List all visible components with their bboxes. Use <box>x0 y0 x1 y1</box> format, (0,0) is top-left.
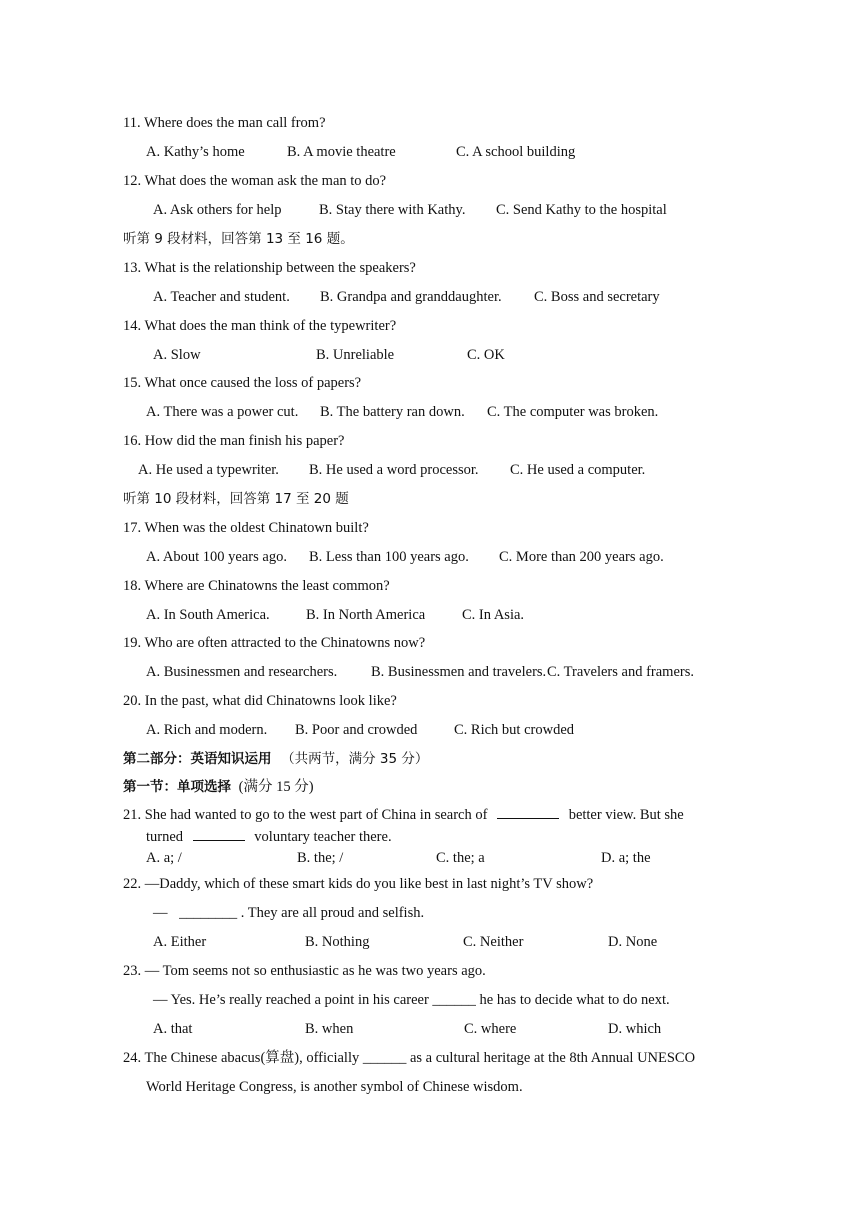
section-10-instruction: 听第 10 段材料，回答第 17 至 20 题 <box>123 491 349 507</box>
q17-option-a: A. About 100 years ago. <box>146 549 287 565</box>
q22-rest: . They are all proud and selfish. <box>240 905 425 921</box>
q13-option-c: C. Boss and secretary <box>534 289 660 305</box>
q23-option-d: D. which <box>608 1021 662 1037</box>
q12-stem: 12. What does the woman ask the man to do? <box>123 173 387 189</box>
q12-option-a: A. Ask others for help <box>153 202 282 218</box>
q16-option-a: A. He used a typewriter. <box>138 462 279 478</box>
q20-stem: 20. In the past, what did Chinatowns look like? <box>123 693 397 709</box>
q21-text-1: 21. She had wanted to go to the west part of China in search of <box>123 807 488 823</box>
section-1-title: 第一节：单项选择 <box>123 779 231 795</box>
q13-stem: 13. What is the relationship between the speakers? <box>123 260 416 276</box>
q17-option-c: C. More than 200 years ago. <box>499 549 664 565</box>
q19-option-c: C. Travelers and framers. <box>547 664 694 680</box>
q21-text-2: better view. But she <box>568 807 684 823</box>
q14-stem: 14. What does the man think of the typewriter? <box>123 318 397 334</box>
q21-text-3: turned <box>146 829 184 845</box>
q15-stem: 15. What once caused the loss of papers? <box>123 375 362 391</box>
q11-option-a: A. Kathy’s home <box>146 144 245 160</box>
q14-option-b: B. Unreliable <box>316 347 395 363</box>
q20-option-b: B. Poor and crowded <box>295 722 418 738</box>
q15-option-c: C. The computer was broken. <box>487 404 659 420</box>
q19-option-b: B. Businessmen and travelers. <box>371 664 547 680</box>
q22-blank: ________ <box>179 905 238 921</box>
q21-line-2 <box>146 826 392 846</box>
q13-option-b: B. Grandpa and granddaughter. <box>320 289 502 305</box>
q22-response <box>153 904 424 922</box>
q23-option-c: C. where <box>464 1021 517 1037</box>
q21-blank-1 <box>497 804 559 819</box>
q23-stem: 23. — Tom seems not so enthusiastic as he was two years ago. <box>123 963 486 979</box>
q23-response: — Yes. He’s really reached a point in his career ______ he has to decide what to do next. <box>153 992 670 1008</box>
q19-option-a: A. Businessmen and researchers. <box>146 664 338 680</box>
q22-option-a: A. Either <box>153 934 207 950</box>
q12-option-b: B. Stay there with Kathy. <box>319 202 466 218</box>
section-1-note: (满分 15 分) <box>238 779 314 795</box>
part-2-heading <box>123 750 428 768</box>
q15-option-a: A. There was a power cut. <box>146 404 299 420</box>
section-9-instruction: 听第 9 段材料，回答第 13 至 16 题。 <box>123 231 354 247</box>
q14-option-a: A. Slow <box>153 347 201 363</box>
q22-option-c: C. Neither <box>463 934 524 950</box>
q24-line-1: 24. The Chinese abacus(算盘), officially ______ as a cultural heritage at the 8th Annual UNESCO <box>123 1050 696 1066</box>
q21-line-1 <box>123 804 684 824</box>
q17-option-b: B. Less than 100 years ago. <box>309 549 469 565</box>
q23-option-a: A. that <box>153 1021 193 1037</box>
q22-dash: — <box>153 905 168 921</box>
q11-option-b: B. A movie theatre <box>287 144 396 160</box>
q20-option-c: C. Rich but crowded <box>454 722 575 738</box>
q18-stem: 18. Where are Chinatowns the least common? <box>123 578 390 594</box>
q21-text-4: voluntary teacher there. <box>254 829 392 845</box>
q22-option-d: D. None <box>608 934 658 950</box>
q16-stem: 16. How did the man finish his paper? <box>123 433 345 449</box>
q11-stem: 11. Where does the man call from? <box>123 115 326 131</box>
q11-option-c: C. A school building <box>456 144 576 160</box>
q21-blank-2 <box>193 826 245 841</box>
part-2-title: 第二部分：英语知识运用 <box>123 751 272 767</box>
q16-option-b: B. He used a word processor. <box>309 462 479 478</box>
q15-option-b: B. The battery ran down. <box>320 404 465 420</box>
q18-option-b: B. In North America <box>306 607 426 623</box>
q21-option-d: D. a; the <box>601 850 651 866</box>
part-2-note: （共两节，满分 35 分） <box>281 751 429 767</box>
q18-option-c: C. In Asia. <box>462 607 525 623</box>
q24-line-2: World Heritage Congress, is another symbol of Chinese wisdom. <box>146 1079 523 1095</box>
q21-option-c: C. the; a <box>436 850 485 866</box>
q22-stem: 22. —Daddy, which of these smart kids do you like best in last night’s TV show? <box>123 876 594 892</box>
q13-option-a: A. Teacher and student. <box>153 289 290 305</box>
q22-option-b: B. Nothing <box>305 934 370 950</box>
q19-stem: 19. Who are often attracted to the Chinatowns now? <box>123 635 426 651</box>
q12-option-c: C. Send Kathy to the hospital <box>496 202 667 218</box>
section-1-heading <box>123 778 314 796</box>
q18-option-a: A. In South America. <box>146 607 270 623</box>
q17-stem: 17. When was the oldest Chinatown built? <box>123 520 369 536</box>
q20-option-a: A. Rich and modern. <box>146 722 268 738</box>
q21-option-a: A. a; / <box>146 850 182 866</box>
q16-option-c: C. He used a computer. <box>510 462 646 478</box>
q14-option-c: C. OK <box>467 347 505 363</box>
q21-option-b: B. the; / <box>297 850 344 866</box>
q23-option-b: B. when <box>305 1021 354 1037</box>
